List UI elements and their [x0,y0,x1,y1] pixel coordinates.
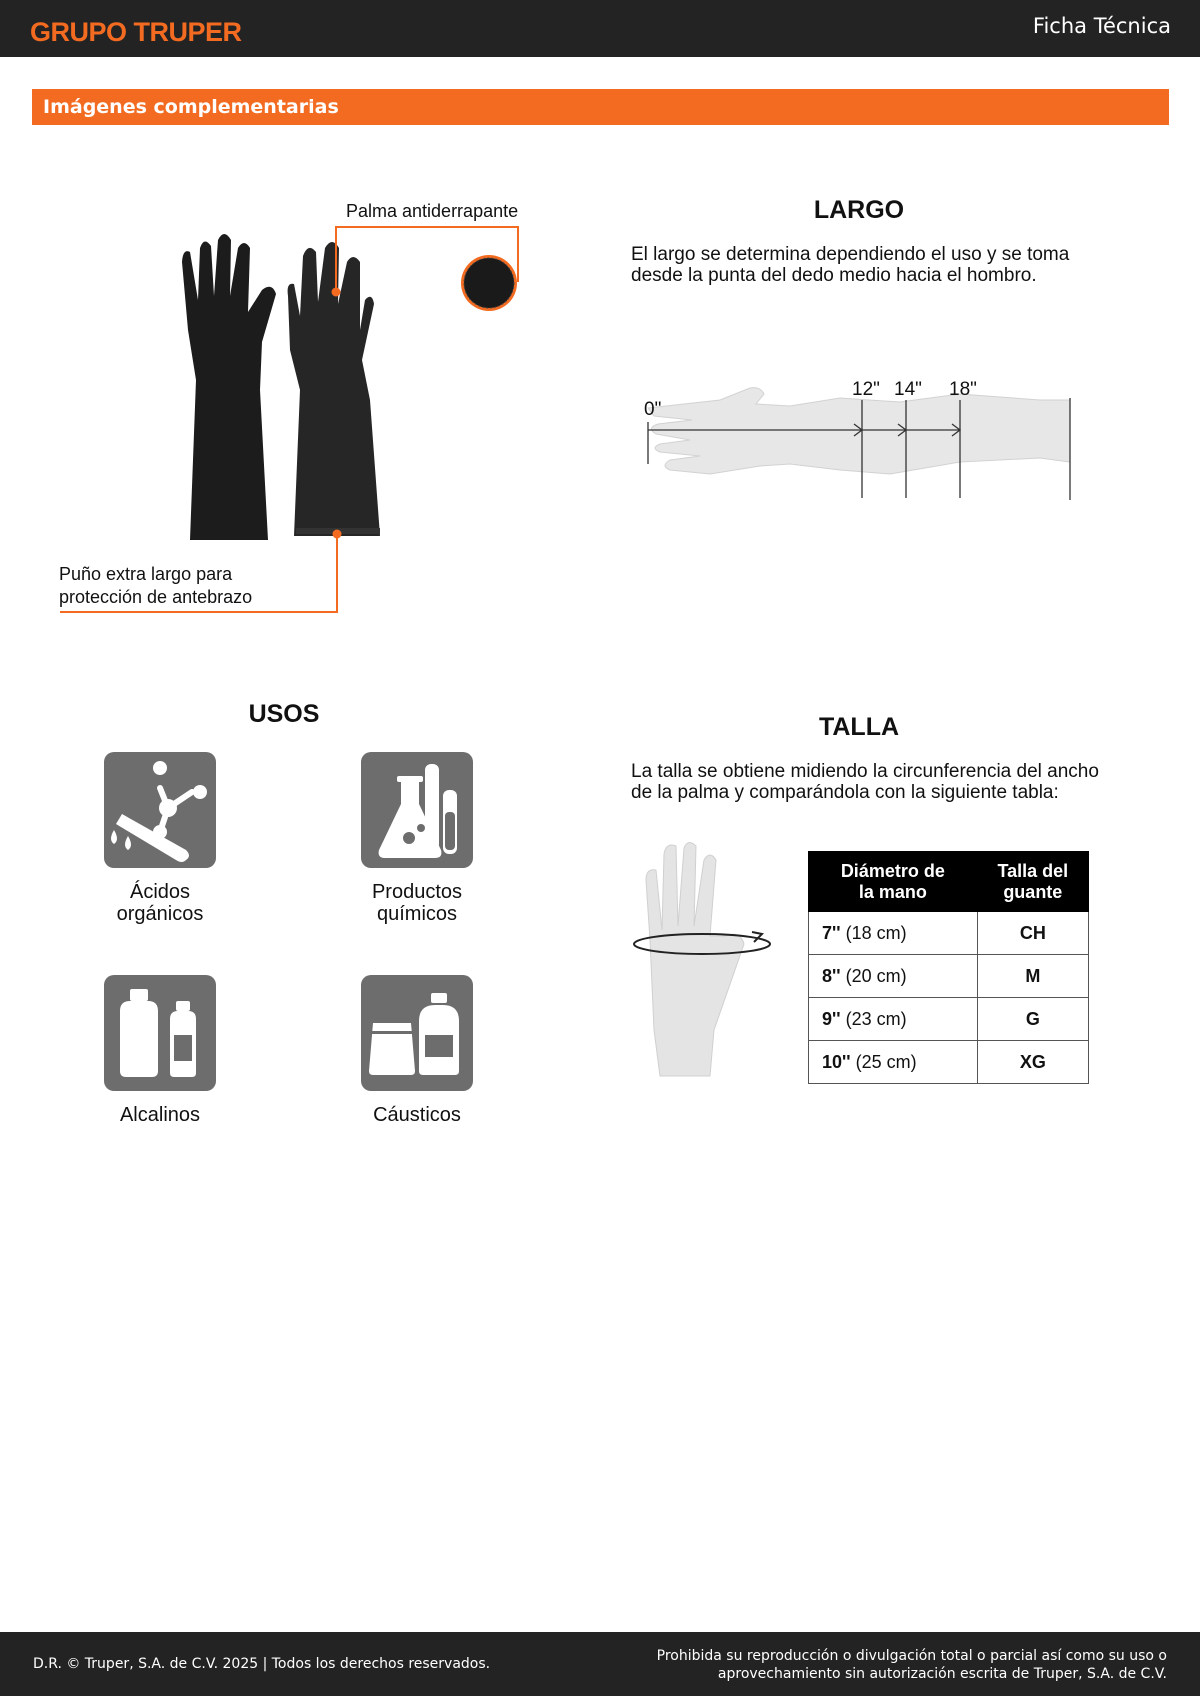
use-tile-alcalinos [104,975,216,1091]
footer-copyright: D.R. © Truper, S.A. de C.V. 2025 | Todos los derechos reservados. [33,1656,491,1672]
glove-size-cell: XG [977,1041,1088,1084]
largo-description-line1: El largo se determina dependiendo el uso y se toma [631,244,1070,265]
glove-illustration [0,190,560,620]
brand-logo: GRUPO TRUPER [30,17,242,47]
page-header [0,0,1200,57]
section-title-bar [32,89,1169,125]
section-title: Imágenes complementarias [43,96,339,118]
glove-size-cell: CH [977,912,1088,955]
use-label-acidos: Ácidos orgánicos [116,881,204,925]
size-table [808,851,1089,1084]
use-tile-causticos [361,975,473,1091]
callout-cuff-line2: protección de antebrazo [59,587,253,607]
hand-diameter-cell: 8'' (20 cm) [809,955,978,998]
size-table-header [809,852,1089,912]
footer-notice: Prohibida su reproducción o divulgación total o parcial así como su uso o aprovechamiento sin autorización escrita de Truper, S.A. de C.V. [656,1648,1167,1682]
col-hand-diameter: Diámetro de la mano [809,852,978,912]
hand-diameter-cell: 7'' (18 cm) [809,912,978,955]
table-row [809,998,1089,1041]
use-label-causticos: Cáusticos [373,1104,461,1126]
mark-14: 14" [894,379,922,400]
callout-cuff-line1: Puño extra largo para [59,564,233,584]
glove-size-cell: M [977,955,1088,998]
table-row [809,955,1089,998]
mark-12: 12" [852,379,880,400]
right-glove-icon [288,242,380,536]
table-row [809,912,1089,955]
usos-heading: USOS [248,700,320,728]
talla-heading: TALLA [818,713,900,741]
page-footer [0,1632,1200,1696]
use-tile-quimicos [361,752,473,868]
hand-diameter-cell: 10'' (25 cm) [809,1041,978,1084]
arm-length-diagram [640,370,1080,510]
hand-diameter-cell: 9'' (23 cm) [809,998,978,1041]
largo-description-line2: desde la punta del dedo medio hacia el hombro. [631,265,1037,286]
hand-icon [646,842,744,1076]
hand-measure-illustration [630,840,800,1080]
left-glove-icon [182,234,276,540]
mark-0: 0" [644,399,662,420]
use-label-quimicos: Productos químicos [371,881,463,925]
callout-palm: Palma antiderrapante [346,201,519,221]
table-row [809,1041,1089,1084]
caustic-containers-icon [361,975,473,1091]
largo-heading: LARGO [813,196,905,224]
arm-icon [648,388,1070,474]
use-label-alcalinos: Alcalinos [119,1104,201,1126]
glove-size-cell: G [977,998,1088,1041]
palm-callout-lines [60,227,518,612]
col-glove-size: Talla del guante [977,852,1088,912]
bottles-icon [104,975,216,1091]
lab-flask-icon [361,752,473,868]
acid-icon [104,752,216,868]
use-tile-acidos [104,752,216,868]
talla-description-line1: La talla se obtiene midiendo la circunferencia del ancho [631,761,1099,782]
mark-18: 18" [949,379,977,400]
palm-texture-detail-icon [461,255,517,311]
talla-description-line2: de la palma y comparándola con la siguiente tabla: [631,782,1059,803]
document-type: Ficha Técnica [1032,14,1171,38]
